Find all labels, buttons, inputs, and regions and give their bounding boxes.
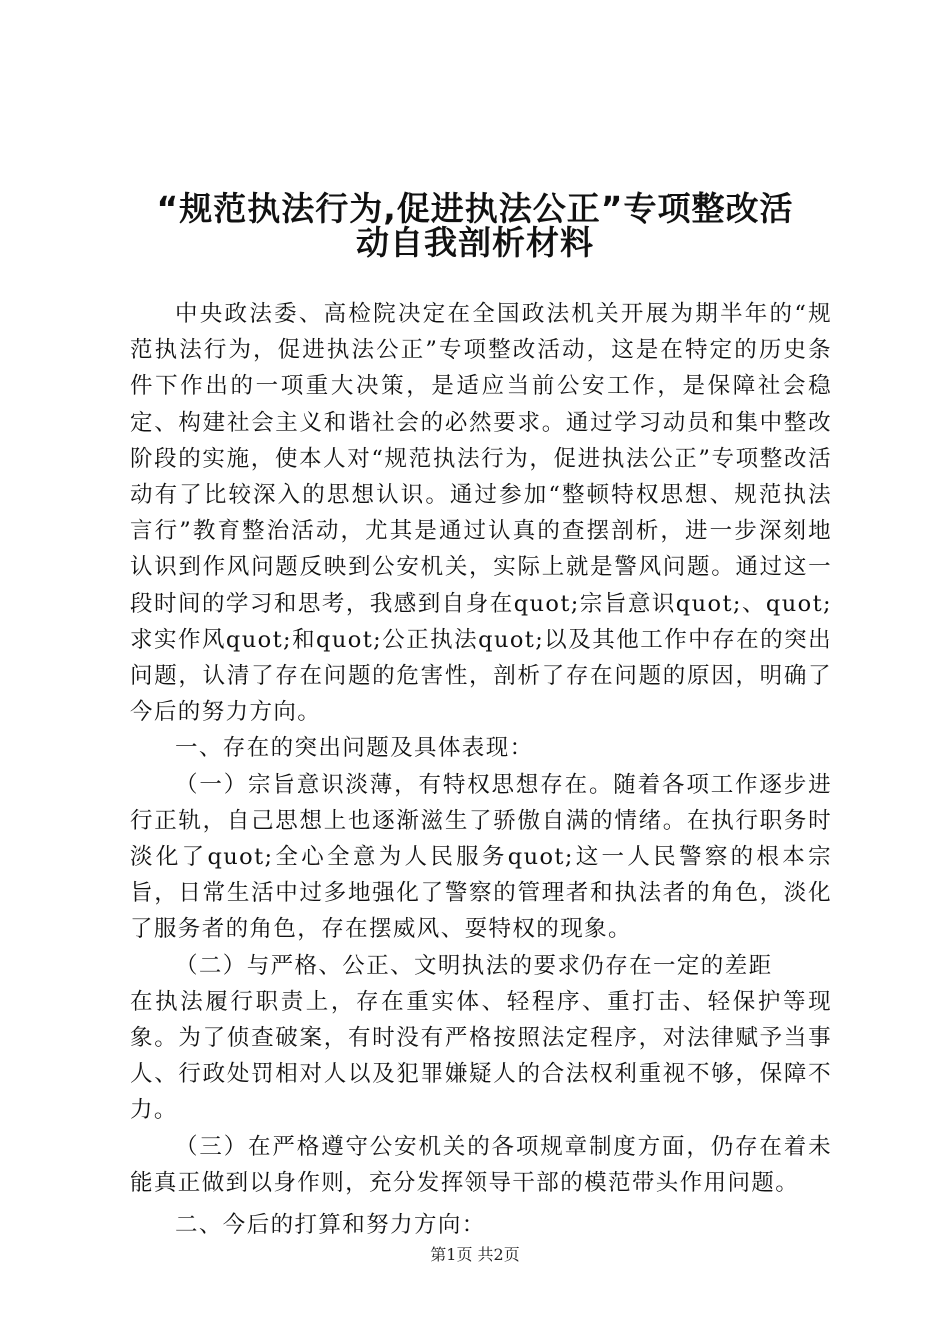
item-1-paragraph [130, 767, 832, 948]
item-1-heading: （一）宗旨意识淡薄，有特权思想存在。 [175, 771, 614, 798]
document-body [130, 296, 832, 1243]
item-1-body: 随着各项工作逐步进行正轨，自己思想上也逐渐滋生了骄傲自满的情绪。在执行职务时淡化了quot;全心全意为人民服务quot;这一人民警察的根本宗旨，日常生活中过多地强化了警察的管理者和执法者的角色，淡化了服务者的角色，存在摆威风、耍特权的现象。 [130, 771, 832, 943]
title-line-1: “规范执法行为,促进执法公正”专项整改活 [156, 189, 794, 228]
intro-paragraph: 中央政法委、高检院决定在全国政法机关开展为期半年的“规范执法行为，促进执法公正”专项整改活动，这是在特定的历史条件下作出的一项重大决策，是适应当前公安工作，是保障社会稳定、构建社会主义和谐社会的必然要求。通过学习动员和集中整改阶段的实施，使本人对“规范执法行为，促进执法公正”专项整改活动有了比较深入的思想认识。通过参加“整顿特权思想、规范执法言行”教育整治活动，尤其是通过认真的查摆剖析，进一步深刻地认识到作风问题反映到公安机关，实际上就是警风问题。通过这一段时间的学习和思考，我感到自身在quot;宗旨意识quot;、quot;求实作风quot;和quot;公正执法quot;以及其他工作中存在的突出问题，认清了存在问题的危害性，剖析了存在问题的原因，明确了今后的努力方向。 [130, 301, 832, 726]
section-2-heading: 二、今后的打算和努力方向： [175, 1212, 486, 1239]
section-1-heading: 一、存在的突出问题及具体表现： [175, 735, 534, 762]
title-line-2: 动自我剖析材料 [356, 223, 594, 262]
document-title-continued [110, 208, 840, 278]
page-footer: 第1页 共2页 [430, 1245, 520, 1264]
item-2-body: 在执法履行职责上，存在重实体、轻程序、重打击、轻保护等现象。为了侦查破案，有时没有严格按照法定程序，对法律赋予当事人、行政处罚相对人以及犯罪嫌疑人的合法权利重视不够，保障不力。 [130, 988, 832, 1124]
item-2-heading: （二）与严格、公正、文明执法的要求仍存在一定的差距 [175, 952, 773, 979]
item-3-heading: （三）在严格遵守公安机关的各项规章制度方面，仍存在着未能真正做到以身作则，充分发挥领导干部的模范带头作用问题。 [130, 1133, 832, 1196]
